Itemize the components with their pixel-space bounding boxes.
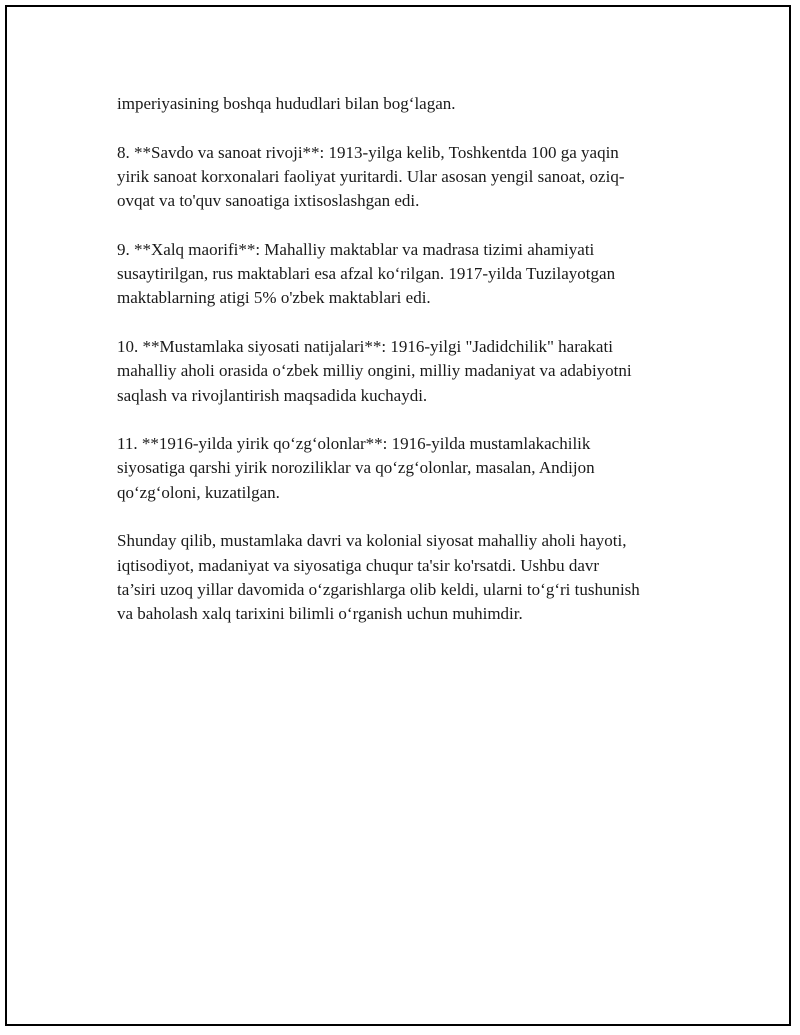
paragraph-item-10: 10. **Mustamlaka siyosati natijalari**: 1916-yilgi "Jadidchilik" harakati mahalliy aholi orasida o‘zbek milliy ongini, milliy madaniyat va adabiyotni saqlash va rivojlantirish maqsadida kuchaydi. [117,336,632,405]
paragraph-item-11: 11. **1916-yilda yirik qo‘zg‘olonlar**: 1916-yilda mustamlakachilik siyosatiga qarshi yirik noroziliklar va qo‘zg‘olonlar, masalan, Andijon qo‘zg‘oloni, kuzatilgan. [117,434,595,502]
paragraph-continuation: imperiyasining boshqa hududlari bilan bog‘lagan. [117,94,456,113]
document-body [117,92,687,651]
paragraph-item-8: 8. **Savdo va sanoat rivoji**: 1913-yilga kelib, Toshkentda 100 ga yaqin yirik sanoat korxonalari faoliyat yuritardi. Ular asosan yengil sanoat, oziq- ovqat va to'quv sanoatiga ixtisoslashgan edi. [117,142,625,211]
paragraph-item-9: 9. **Xalq maorifi**: Mahalliy maktablar va madrasa tizimi ahamiyati susaytirilgan, rus maktablari esa afzal ko‘rilgan. 1917-yilda Tuzilayotgan maktablarning atigi 5% o'zbek maktablari edi. [117,239,616,308]
paragraph-conclusion: Shunday qilib, mustamlaka davri va kolonial siyosat mahalliy aholi hayoti, iqtisodiyot, madaniyat va siyosatiga chuqur ta'sir ko'rsatdi. Ushbu davr ta’siri uzoq yillar davomida o‘zgarishlarga olib keldi, ularni to‘g‘ri tushunish va baholash xalq tarixini bilimli o‘rganish uchun muhimdir. [117,531,640,624]
